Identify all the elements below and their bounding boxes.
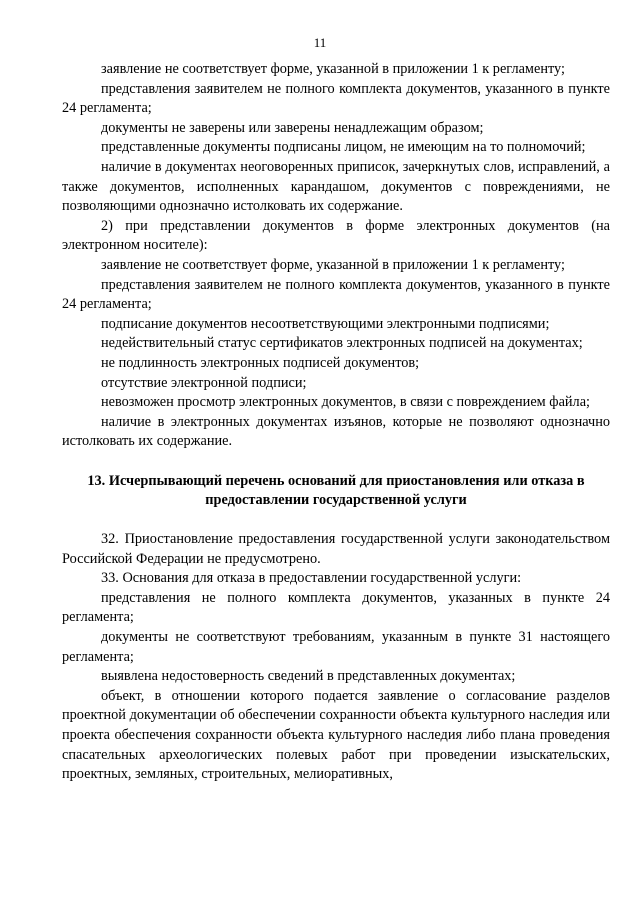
paragraph: заявление не соответствует форме, указанной в приложении 1 к регламенту; [101,256,565,273]
paragraph: 33. Основания для отказа в предоставлении государственной услуги: [101,570,522,587]
paragraph: выявлена недостоверность сведений в представленных документах; [101,668,516,685]
paragraph: представления заявителем не полного комплекта документов, указанного в пункте 24 регламента; [62,80,610,117]
paragraph: отсутствие электронной подписи; [101,374,307,391]
paragraph: 32. Приостановление предоставления государственной услуги законодательством Российской Федерации не предусмотрено. [62,531,610,567]
paragraph: невозможен просмотр электронных документов, в связи с повреждением файла; [101,394,591,411]
paragraph: документы не заверены или заверены ненадлежащим образом; [101,119,484,136]
page-number: 11 [313,35,327,50]
paragraph: подписание документов несоответствующими электронными подписями; [101,315,550,332]
paragraph: документы не соответствуют требованиям, указанным в пункте 31 настоящего регламента; [62,629,610,665]
paragraph: не подлинность электронных подписей документов; [101,354,420,371]
paragraph: представления не полного комплекта документов, указанных в пункте 24 регламента; [62,589,610,626]
paragraphs-before-heading [62,60,610,452]
document-body [62,60,610,785]
paragraph: объект, в отношении которого подается заявление о согласование разделов проектной документации об обеспечении сохранности объекта культурного наследия или проекта обеспечения сохранности объекта культурного наследия либо плана проведения спасательных археологических полевых работ при проведении изыскательских, проектных, земляных, строительных, мелиоративных, [62,687,610,783]
paragraph: недействительный статус сертификатов электронных подписей на документах; [101,335,583,352]
paragraph: наличие в электронных документах изъянов, которые не позволяют однозначно истолковать их содержание. [62,413,610,450]
section-heading: 13. Исчерпывающий перечень оснований для приостановления или отказа в предоставлении государственной услуги [87,472,585,509]
paragraphs-after-heading [62,530,610,785]
paragraph: представленные документы подписаны лицом, не имеющим на то полномочий; [101,139,586,156]
paragraph: наличие в документах неоговоренных приписок, зачеркнутых слов, исправлений, а также документов, исполненных карандашом, документов с повреждениями, не позволяющими однозначно истолковать их содержание. [62,158,610,215]
paragraph: заявление не соответствует форме, указанной в приложении 1 к регламенту; [101,61,565,77]
paragraph: 2) при представлении документов в форме электронных документов (на электронном носителе): [62,217,610,254]
paragraph: представления заявителем не полного комплекта документов, указанного в пункте 24 регламента; [62,276,610,313]
